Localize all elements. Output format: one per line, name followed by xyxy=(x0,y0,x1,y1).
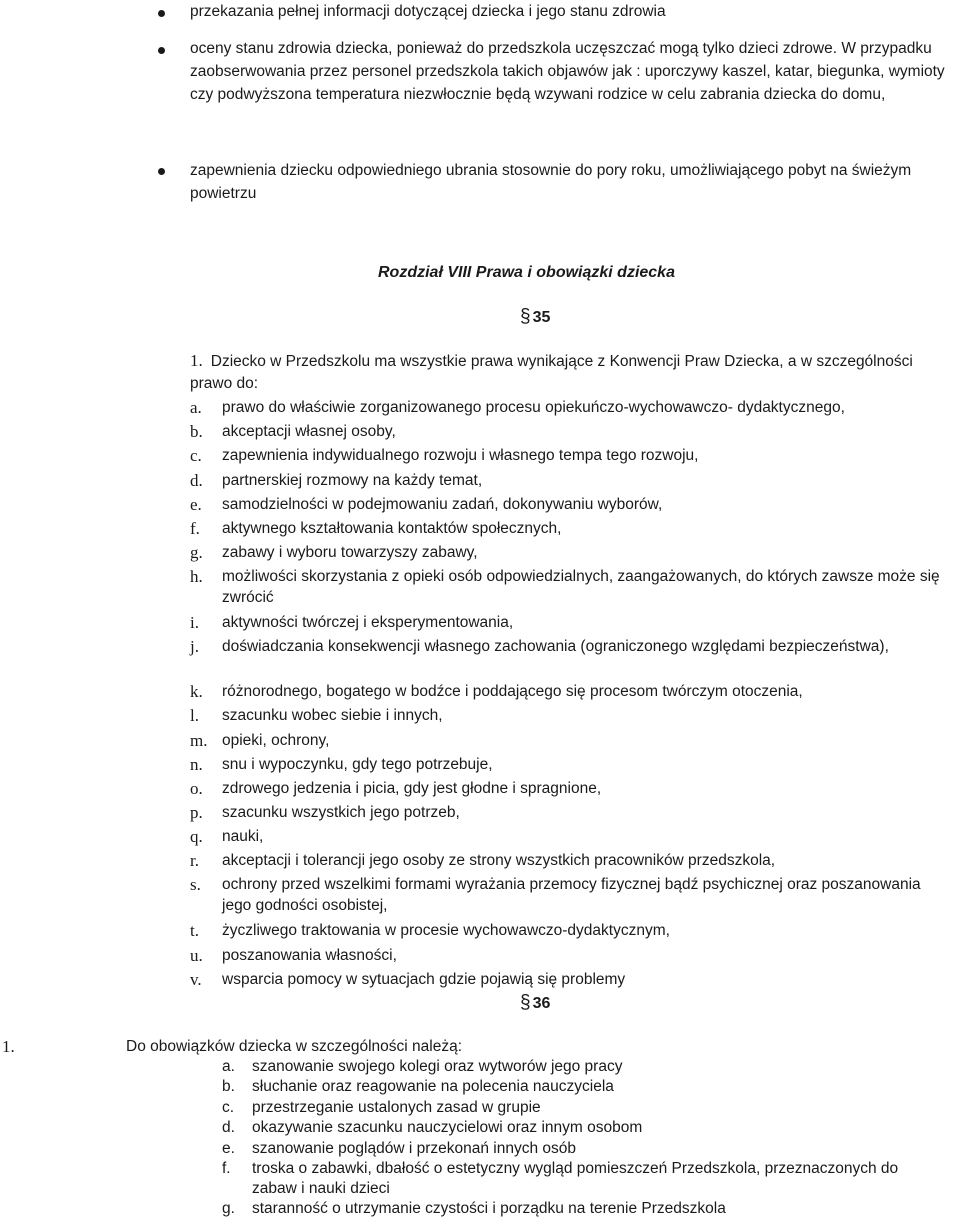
duties-intro-marker: 1. xyxy=(2,1037,15,1056)
rights-intro xyxy=(190,350,930,395)
list-text: snu i wypoczynku, gdy tego potrzebuje, xyxy=(222,756,493,773)
list-marker: s. xyxy=(190,875,201,894)
list-marker: l. xyxy=(190,706,199,725)
section-number: 35 xyxy=(532,309,551,326)
rights-intro-text: Dziecko w Przedszkolu ma wszystkie prawa wynikające z Konwencji Praw Dziecka, a w szczególności prawo do: xyxy=(190,353,913,392)
list-marker: b. xyxy=(222,1078,235,1095)
list-text: możliwości skorzystania z opieki osób odpowiedzialnych, zaangażowanych, do których zawsze może się zwrócić xyxy=(222,568,940,606)
bullet-item: przekazania pełnej informacji dotyczącej dziecka i jego stanu zdrowia xyxy=(190,3,666,20)
list-text: aktywności twórczej i eksperymentowania, xyxy=(222,614,514,631)
list-text: przestrzeganie ustalonych zasad w grupie xyxy=(252,1099,541,1116)
section-36-number xyxy=(520,992,550,1014)
list-text: szanowanie swojego kolegi oraz wytworów jego pracy xyxy=(252,1058,623,1075)
list-marker: p. xyxy=(190,803,203,822)
bullet-dot xyxy=(158,47,165,54)
list-marker: n. xyxy=(190,755,203,774)
list-marker: t. xyxy=(190,921,199,940)
list-marker: j. xyxy=(190,637,199,656)
list-text: zdrowego jedzenia i picia, gdy jest głodne i spragnione, xyxy=(222,780,602,797)
list-text: różnorodnego, bogatego w bodźce i poddającego się procesom twórczym otoczenia, xyxy=(222,683,803,700)
list-marker: c. xyxy=(222,1099,235,1116)
list-marker: e. xyxy=(222,1140,235,1157)
list-marker: g. xyxy=(222,1200,235,1217)
list-text: szanowanie poglądów i przekonań innych osób xyxy=(252,1140,576,1157)
list-marker: u. xyxy=(190,946,203,965)
list-marker: r. xyxy=(190,851,199,870)
list-text: szacunku wszystkich jego potrzeb, xyxy=(222,804,460,821)
list-marker: d. xyxy=(222,1119,235,1136)
list-text: akceptacji własnej osoby, xyxy=(222,423,396,440)
list-text: ochrony przed wszelkimi formami wyrażania przemocy fizycznej bądź psychicznej oraz poszanowania jego godności osobistej, xyxy=(222,876,921,914)
list-marker: i. xyxy=(190,613,199,632)
duties-intro-text: Do obowiązków dziecka w szczególności należą: xyxy=(126,1038,462,1055)
section-symbol: § xyxy=(520,992,531,1013)
list-text: nauki, xyxy=(222,828,264,845)
list-text: życzliwego traktowania w procesie wychowawczo-dydaktycznym, xyxy=(222,922,670,939)
list-text: partnerskiej rozmowy na każdy temat, xyxy=(222,472,483,489)
list-text: okazywanie szacunku nauczycielowi oraz innym osobom xyxy=(252,1119,643,1136)
chapter-title: Rozdział VIII Prawa i obowiązki dziecka xyxy=(378,264,675,281)
list-marker: v. xyxy=(190,970,202,989)
list-text: szacunku wobec siebie i innych, xyxy=(222,707,443,724)
list-text: troska o zabawki, dbałość o estetyczny wygląd pomieszczeń Przedszkola, przeznaczonych do zabaw i nauki dzieci xyxy=(252,1160,899,1197)
list-text: samodzielności w podejmowaniu zadań, dokonywaniu wyborów, xyxy=(222,496,663,513)
list-marker: h. xyxy=(190,567,203,586)
list-text: aktywnego kształtowania kontaktów społecznych, xyxy=(222,520,562,537)
list-text: staranność o utrzymanie czystości i porządku na terenie Przedszkola xyxy=(252,1200,726,1217)
section-symbol: § xyxy=(520,306,531,327)
list-marker: e. xyxy=(190,495,202,514)
list-marker: m. xyxy=(190,731,208,750)
list-text: akceptacji i tolerancji jego osoby ze strony wszystkich pracowników przedszkola, xyxy=(222,852,776,869)
section-number: 36 xyxy=(532,995,551,1012)
list-marker: c. xyxy=(190,446,202,465)
list-marker: f. xyxy=(222,1160,231,1177)
section-35-number xyxy=(520,306,550,328)
list-text: opieki, ochrony, xyxy=(222,732,330,749)
list-marker: b. xyxy=(190,422,203,441)
list-text: zabawy i wyboru towarzyszy zabawy, xyxy=(222,544,478,561)
bullet-item: oceny stanu zdrowia dziecka, ponieważ do przedszkola uczęszczać mogą tylko dzieci zdrowe. W przypadku zaobserwowania przez personel przedszkola takich objawów jak : uporczywy kaszel, katar, biegunka, wymioty czy podwyższona temperatura niezwłocznie będą wzywani rodzice w celu zabrania dziecka do domu, xyxy=(190,40,945,103)
list-text: doświadczania konsekwencji własnego zachowania (ograniczonego względami bezpieczeństwa), xyxy=(222,638,889,655)
list-text: prawo do właściwie zorganizowanego procesu opiekuńczo-wychowawczo- dydaktycznego, xyxy=(222,399,845,416)
list-text: słuchanie oraz reagowanie na polecenia nauczyciela xyxy=(252,1078,614,1095)
list-marker: g. xyxy=(190,543,203,562)
list-text: poszanowania własności, xyxy=(222,947,397,964)
list-marker: k. xyxy=(190,682,203,701)
list-marker: o. xyxy=(190,779,203,798)
list-text: wsparcia pomocy w sytuacjach gdzie pojawią się problemy xyxy=(222,971,626,988)
bullet-dot xyxy=(158,168,165,175)
list-marker: q. xyxy=(190,827,203,846)
list-marker: d. xyxy=(190,471,203,490)
rights-intro-marker: 1. xyxy=(190,351,203,370)
bullet-dot xyxy=(158,10,165,17)
list-text: zapewnienia indywidualnego rozwoju i własnego tempa tego rozwoju, xyxy=(222,447,699,464)
list-marker: a. xyxy=(190,398,202,417)
list-marker: f. xyxy=(190,519,200,538)
list-marker: a. xyxy=(222,1058,235,1075)
bullet-item: zapewnienia dziecku odpowiedniego ubrania stosownie do pory roku, umożliwiającego pobyt na świeżym powietrzu xyxy=(190,162,912,202)
